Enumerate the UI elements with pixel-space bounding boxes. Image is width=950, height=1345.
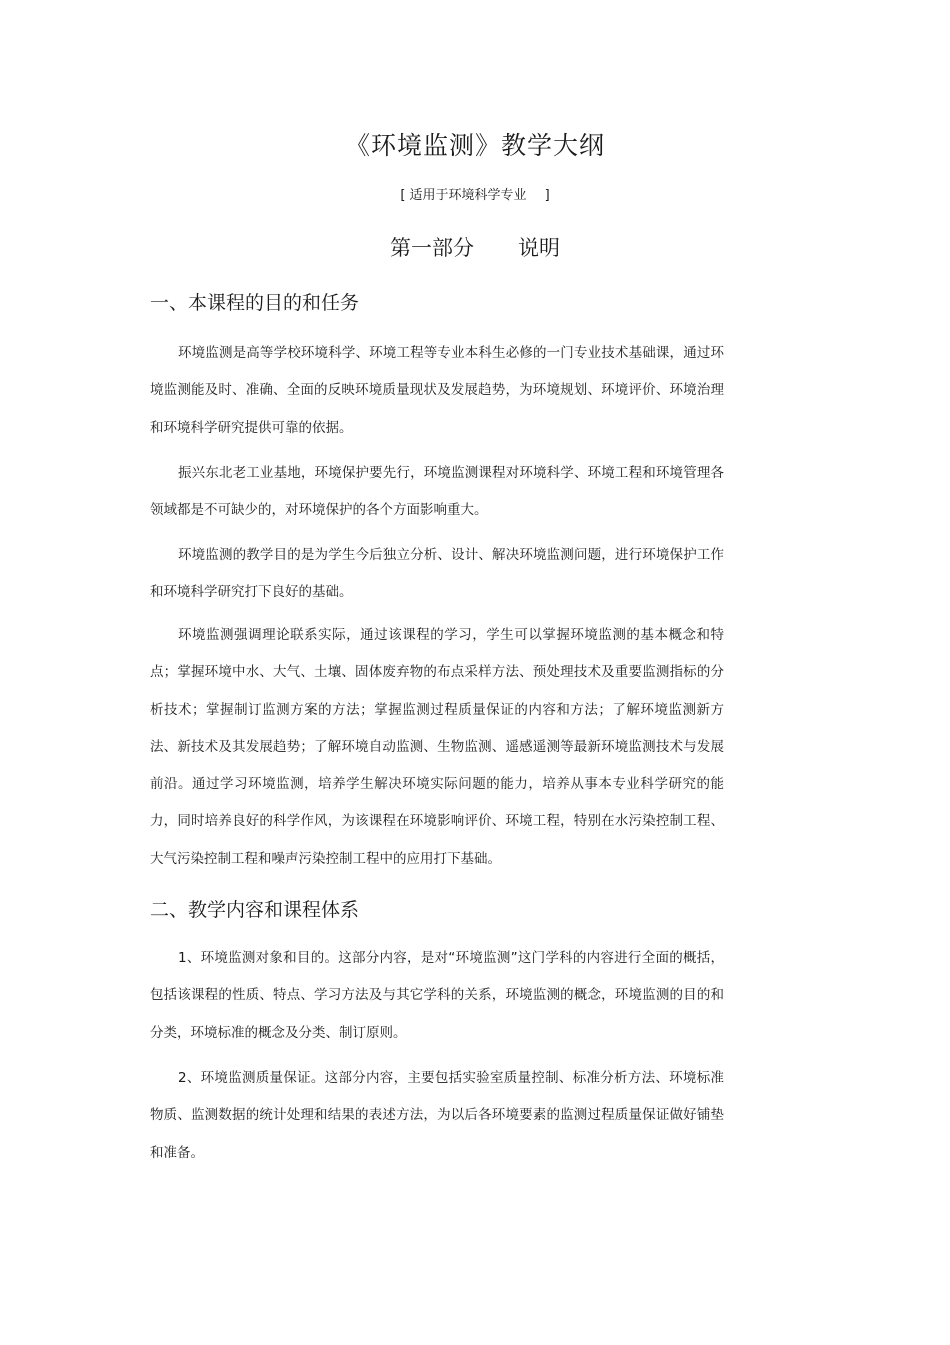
section-1-paragraph-4: 环境监测强调理论联系实际，通过该课程的学习，学生可以掌握环境监测的基本概念和特点；掌握环境中水、大气、土壤、固体废弃物的布点采样方法、预处理技术及重要监测指标的分析技术；掌握制订监测方案的方法；掌握监测过程质量保证的内容和方法；了解环境监测新方法、新技术及其发展趋势；了解环境自动监测、生物监测、遥感遥测等最新环境监测技术与发展前沿。通过学习环境监测，培养学生解决环境实际问题的能力，培养从事本专业科学研究的能力，同时培养良好的科学作风，为该课程在环境影响评价、环境工程，特别在水污染控制工程、大气污染控制工程和噪声污染控制工程中的应用打下基础。	[150, 627, 724, 867]
part-title	[0, 232, 950, 264]
section-2-paragraph-2: 2、环境监测质量保证。这部分内容，主要包括实验室质量控制、标准分析方法、环境标准物质、监测数据的统计处理和结果的表述方法，为以后各环境要素的监测过程质量保证做好铺垫和准备。	[150, 1070, 724, 1161]
section-1-paragraph-3: 环境监测的教学目的是为学生今后独立分析、设计、解决环境监测问题，进行环境保护工作和环境科学研究打下良好的基础。	[150, 547, 724, 601]
section-1-paragraph-1: 环境监测是高等学校环境科学、环境工程等专业本科生必修的一门专业技术基础课，通过环境监测能及时、准确、全面的反映环境质量现状及发展趋势，为环境规划、环境评价、环境治理和环境科学研究提供可靠的依据。	[150, 345, 724, 436]
section-heading-2: 二、教学内容和课程体系	[150, 899, 360, 921]
subtitle-text: [ 适用于环境科学专业	[400, 188, 527, 203]
subtitle-bracket: ]	[544, 188, 550, 203]
section-heading-1: 一、本课程的目的和任务	[150, 292, 360, 314]
section-1-paragraph-2: 振兴东北老工业基地，环境保护要先行，环境监测课程对环境科学、环境工程和环境管理各领域都是不可缺少的，对环境保护的各个方面影响重大。	[150, 465, 724, 519]
document-title: 《环境监测》教学大纲	[344, 131, 605, 160]
section-2-paragraph-1: 1、环境监测对象和目的。这部分内容，是对“环境监测”这门学科的内容进行全面的概括，包括该课程的性质、特点、学习方法及与其它学科的关系，环境监测的概念，环境监测的目的和分类，环境标准的概念及分类、制订原则。	[150, 950, 724, 1041]
part-name: 说明	[518, 236, 560, 260]
document-subtitle	[0, 186, 950, 206]
part-label: 第一部分	[390, 236, 474, 260]
